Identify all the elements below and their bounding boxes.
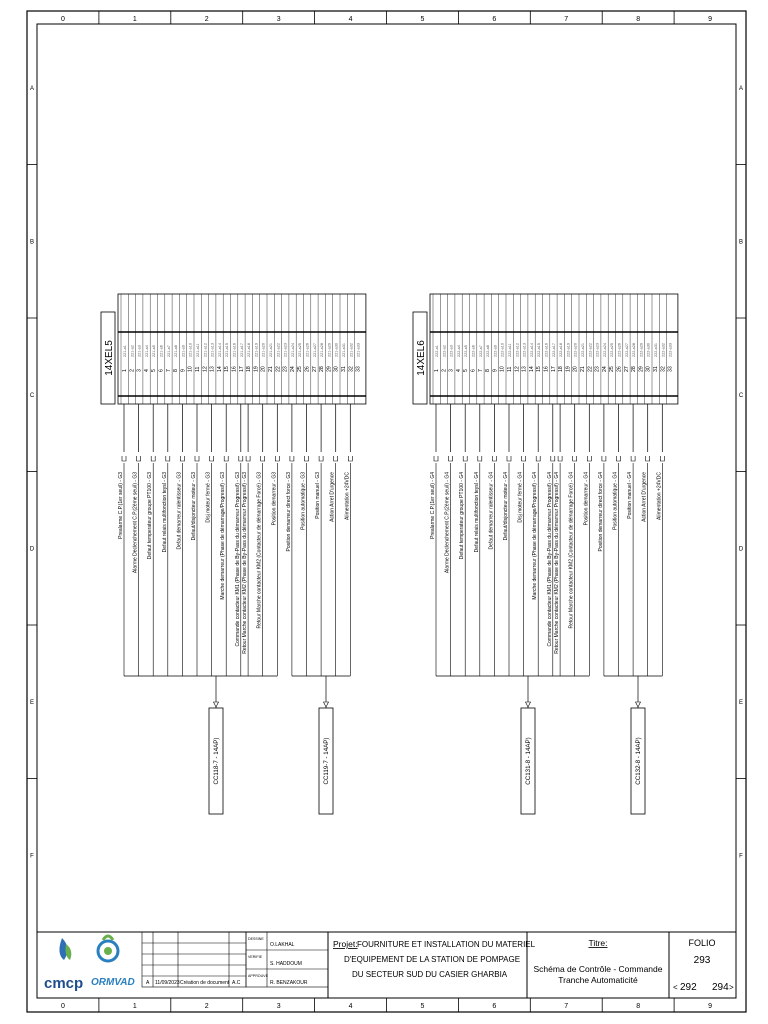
signal-label: Retour Marche contacteur KM2 (Contacteur de démarrage Forcé) - G4 (568, 472, 575, 629)
column-label-bottom: 1 (132, 1003, 137, 1010)
terminal-number: 8 (485, 369, 492, 372)
terminal-number: 24 (601, 366, 608, 372)
terminal-number: 3 (448, 369, 455, 372)
connector-icon (305, 456, 309, 461)
terminal-number: 13 (521, 366, 528, 372)
signal-label: Commande contacteur KM1 (Phase de By-Pass du démarreur Progressif) - G4 (546, 472, 553, 647)
signature-role-drawn: DESSINE (248, 937, 264, 941)
column-label-top: 2 (204, 16, 209, 23)
next-page-arrow-icon[interactable]: > (729, 983, 734, 992)
column-label-bottom: 9 (708, 1003, 713, 1010)
terminal-number: 1 (122, 369, 128, 372)
cable-arrow-icon (214, 702, 219, 707)
terminal-number: 22 (587, 366, 594, 372)
connector-icon (261, 456, 265, 461)
terminal-wire-label: 222-a13 (522, 343, 527, 357)
connector-icon (478, 456, 482, 461)
cable-reference: CC118-7 - 14AP) (213, 737, 221, 785)
terminal-wire-label: 222-a4 (456, 345, 461, 357)
cable-reference: CC132-8 - 14AP) (635, 737, 643, 785)
terminal-number: 16 (231, 366, 238, 372)
terminal-number: 5 (151, 369, 158, 372)
signal-label: Defaut/disjoncteur moteur - G4 (503, 472, 509, 541)
connector-icon (224, 456, 228, 461)
terminal-number: 4 (143, 369, 150, 372)
signal-label: Position demarreur direct force - G3 (285, 472, 292, 552)
connector-icon (492, 456, 496, 461)
terminal-number: 11 (195, 366, 201, 372)
terminal-number: 16 (543, 366, 550, 372)
terminal-number: 3 (136, 369, 143, 372)
project-line-1: FOURNITURE ET INSTALLATION DU MATERIEL (357, 940, 536, 949)
terminal-wire-label: 221-a2 (130, 345, 135, 357)
column-label-top: 7 (564, 16, 569, 23)
terminal-wire-label: 221-a3 (137, 345, 142, 357)
column-label-top: 5 (420, 16, 425, 23)
terminal-wire-label: 221-a20 (261, 343, 266, 357)
signal-label: Alimentation +24VDC (656, 472, 663, 520)
terminal-number: 6 (470, 369, 477, 372)
terminal-wire-label: 221-a13 (210, 343, 215, 357)
signal-label: Defaut temperateur groupe PT100 - G3 (147, 472, 154, 560)
row-label-left: B (29, 239, 35, 246)
previous-page-number[interactable]: 292 (680, 982, 697, 993)
terminal-wire-label: 221-a19 (254, 343, 259, 357)
connector-icon (522, 456, 526, 461)
connector-icon (319, 456, 323, 461)
terminal-number: 20 (572, 366, 579, 372)
connector-icon (348, 456, 352, 461)
connector-icon (558, 456, 562, 461)
project-line-2: D'EQUIPEMENT DE LA STATION DE POMPAGE (344, 955, 521, 964)
terminal-number: 8 (173, 369, 180, 372)
signal-label: Prealarme C.P.(1er seuil) - G4 (430, 472, 436, 539)
signal-label: Prealarme C.P.(1er seuil) - G3 (118, 472, 124, 539)
row-label-right: A (738, 85, 744, 92)
terminal-number: 9 (492, 369, 499, 372)
terminal-wire-label: 221-a21 (269, 343, 273, 357)
revision-author: A.C (232, 980, 241, 986)
terminal-number: 28 (631, 366, 638, 372)
column-label-bottom: 2 (204, 1003, 209, 1010)
terminal-number: 30 (645, 366, 652, 372)
connector-icon (646, 456, 650, 461)
terminal-wire-label: 222-a33 (668, 343, 673, 357)
signal-label: Position demarreur direct force - G4 (597, 472, 604, 552)
terminal-wire-label: 222-a2 (442, 345, 447, 357)
terminal-number: 5 (463, 369, 470, 372)
terminal-number: 32 (348, 366, 355, 372)
terminal-wire-label: 221-a33 (356, 343, 361, 357)
terminal-wire-label: 221-a32 (349, 343, 354, 357)
folio-label: FOLIO (688, 938, 716, 948)
terminal-wire-label: 222-a32 (661, 343, 666, 357)
terminal-wire-label: 222-a28 (632, 343, 637, 357)
terminal-number: 18 (246, 366, 253, 372)
terminal-wire-label: 221-a18 (247, 343, 252, 357)
terminal-wire-label: 221-a6 (159, 345, 164, 357)
column-label-bottom: 7 (564, 1003, 569, 1010)
connector-icon (195, 456, 199, 461)
terminal-wire-label: 222-a16 (544, 343, 549, 357)
terminal-wire-label: 221-a31 (342, 343, 346, 357)
folio-number: 293 (693, 955, 711, 966)
terminal-wire-label: 221-a10 (188, 343, 193, 357)
signal-label: Defaut relais multifonction teysl - G3 (161, 472, 168, 553)
signal-label: Position manuel - G4 (627, 472, 634, 519)
column-label-bottom: 3 (276, 1003, 281, 1010)
revision-date: 11/09/2023 (155, 980, 180, 986)
terminal-wire-label: 221-a17 (239, 343, 244, 357)
terminal-wire-label: 221-a22 (276, 343, 281, 357)
terminal-number: 23 (594, 366, 601, 372)
column-ruler-bottom (61, 998, 712, 1012)
terminal-number: 11 (507, 366, 513, 372)
connector-icon (507, 456, 511, 461)
signal-label: Retour Marche contacteur KM2 (Phase de By-Pass du démarreur Progressif) - G3 (242, 472, 249, 654)
terminal-wire-label: 221-a9 (181, 345, 186, 357)
row-label-right: E (738, 699, 744, 706)
terminal-number: 20 (260, 366, 267, 372)
row-label-left: E (29, 699, 35, 706)
terminal-number: 21 (580, 366, 586, 372)
connector-icon (122, 456, 126, 461)
terminal-number: 10 (187, 366, 194, 372)
row-label-right: C (738, 392, 744, 399)
signal-label: Defaut relais multifonction teysl - G4 (473, 472, 480, 553)
connector-icon (617, 456, 621, 461)
column-label-top: 6 (492, 16, 497, 23)
project-line-3: DU SECTEUR SUD DU CASIER GHARBIA (352, 970, 508, 979)
terminal-number: 31 (653, 366, 659, 372)
row-label-left: F (30, 853, 34, 860)
row-ruler-left (27, 86, 37, 860)
connector-icon (463, 456, 467, 461)
terminal-number: 29 (638, 366, 645, 372)
terminal-number: 1 (434, 369, 440, 372)
strip-name: 14XEL5 (104, 340, 115, 376)
terminal-wire-label: 222-a14 (529, 343, 534, 357)
row-label-right: D (738, 546, 744, 553)
signature-role-checked: VERIFIE (248, 955, 262, 959)
terminal-number: 22 (275, 366, 282, 372)
terminal-number: 32 (660, 366, 667, 372)
connector-icon (587, 456, 591, 461)
terminal-number: 19 (253, 366, 260, 372)
terminal-wire-label: 221-a14 (217, 343, 222, 357)
connector-icon (275, 456, 279, 461)
connector-icon (449, 456, 453, 461)
terminal-wire-label: 222-a31 (654, 343, 658, 357)
signal-label: Defaut/disjoncteur moteur - G3 (191, 472, 197, 541)
next-page-number[interactable]: 294 (712, 982, 729, 993)
terminal-number: 33 (355, 366, 362, 372)
terminal-number: 2 (441, 369, 448, 372)
terminal-wire-label: 222-a12 (515, 343, 520, 357)
signature-name-drawn: O.LAKHAL (270, 942, 295, 948)
terminal-wire-label: 222-a3 (449, 345, 454, 357)
terminal-wire-label: 222-a5 (464, 345, 469, 357)
cmcp-logo-text: cmcp (44, 975, 84, 992)
signal-label: Alarme Declenchement C.P.(2ème seuil) - G3 (132, 472, 139, 574)
column-label-bottom: 0 (60, 1003, 65, 1010)
connector-icon (434, 456, 438, 461)
signal-label: Position automatique - G4 (612, 472, 619, 530)
signal-label: Retour Marche contacteur KM2 (Contacteur de démarrage Forcé) - G3 (256, 472, 263, 629)
terminal-wire-label: 221-a11 (196, 343, 200, 357)
signal-label: Marche demarreur (Phase de démarrage/Progressif) - G3 (220, 472, 227, 600)
terminal-wire-label: 222-a29 (639, 343, 644, 357)
column-label-top: 9 (708, 16, 713, 23)
signal-label: Position demarreur - G3 (271, 472, 278, 526)
terminal-number: 10 (499, 366, 506, 372)
terminal-number: 26 (304, 366, 311, 372)
terminal-number: 19 (565, 366, 572, 372)
terminal-wire-label: 222-a22 (588, 343, 593, 357)
signal-label: Alimentation +24VDC (344, 472, 351, 520)
cable-arrow-icon (324, 702, 329, 707)
terminal-wire-label: 222-a10 (500, 343, 505, 357)
terminal-number: 12 (202, 366, 209, 372)
terminal-wire-label: 222-a20 (573, 343, 578, 357)
terminal-number: 26 (616, 366, 623, 372)
terminal-wire-label: 221-a8 (174, 345, 179, 357)
terminal-number: 25 (297, 366, 304, 372)
revision-description: Création de document (180, 980, 230, 986)
connector-icon (602, 456, 606, 461)
terminal-number: 14 (216, 366, 223, 372)
terminal-wire-label: 221-a28 (320, 343, 325, 357)
terminal-wire-label: 222-a27 (624, 343, 629, 357)
connector-icon (210, 456, 214, 461)
column-label-bottom: 6 (492, 1003, 497, 1010)
signal-label: Commande contacteur KM1 (Phase de By-Pass du démarreur Progressif) - G3 (234, 472, 241, 647)
connector-icon (246, 456, 250, 461)
signal-label: Position automatique - G3 (300, 472, 307, 530)
terminal-number: 12 (514, 366, 521, 372)
terminal-wire-label: 221-a16 (232, 343, 237, 357)
terminal-wire-label: 221-a27 (312, 343, 317, 357)
column-label-top: 3 (276, 16, 281, 23)
signal-label: Disj moteur fermé - G3 (205, 472, 212, 523)
terminal-wire-label: 221-a26 (305, 343, 310, 357)
terminal-wire-label: 222-a1 (435, 345, 439, 357)
title-label: Titre: (588, 938, 608, 948)
signal-label: Action Arret D'urgence (641, 472, 648, 522)
row-label-left: D (29, 546, 35, 553)
column-label-top: 1 (132, 16, 137, 23)
terminal-wire-label: 221-a29 (327, 343, 332, 357)
cable-arrow-icon (636, 702, 641, 707)
signature-name-checked: S. HADDOUM (270, 961, 302, 967)
terminal-number: 14 (528, 366, 535, 372)
terminal-wire-label: 221-a1 (123, 345, 127, 357)
terminal-number: 24 (289, 366, 296, 372)
column-ruler-top (61, 11, 712, 24)
terminal-wire-label: 221-a25 (298, 343, 303, 357)
cable-reference: CC131-8 - 14AP) (525, 737, 533, 785)
connector-icon (334, 456, 338, 461)
terminal-number: 27 (623, 366, 630, 372)
terminal-number: 7 (165, 369, 172, 372)
row-label-right: F (739, 853, 743, 860)
terminal-number: 13 (209, 366, 216, 372)
title-line-1: Schéma de Contrôle - Commande (533, 964, 663, 974)
column-label-bottom: 5 (420, 1003, 425, 1010)
signal-label: Position manuel - G3 (315, 472, 322, 519)
signal-label: Action Arret D'urgence (329, 472, 336, 522)
terminal-strip-14xel5 (101, 294, 366, 814)
row-label-left: C (29, 392, 35, 399)
terminal-wire-label: 222-a26 (617, 343, 622, 357)
row-label-right: B (738, 239, 744, 246)
terminal-wire-label: 221-a30 (334, 343, 339, 357)
signal-label: Alarme Declenchement C.P.(2ème seuil) - G4 (444, 472, 451, 574)
terminal-wire-label: 221-a15 (225, 343, 230, 357)
signal-label: Disj moteur fermé - G4 (517, 472, 524, 523)
ormvad-logo-text: ORMVAD (91, 977, 135, 988)
terminal-wire-label: 222-a21 (581, 343, 585, 357)
terminal-number: 31 (341, 366, 347, 372)
terminal-number: 25 (609, 366, 616, 372)
terminal-wire-label: 221-a5 (152, 345, 157, 357)
signal-label: Position demarreur - G4 (583, 472, 590, 526)
connector-icon (551, 456, 555, 461)
terminal-wire-label: 221-a4 (144, 345, 149, 357)
cable-reference: CC119-7 - 14AP) (323, 737, 331, 785)
previous-page-arrow-icon[interactable]: < (673, 983, 678, 992)
signature-role-approved: APPROUVE (248, 974, 268, 978)
signal-label: Marche demarreur (Phase de démarrage/Progressif) - G4 (532, 472, 539, 600)
strip-name: 14XEL6 (416, 340, 427, 376)
column-label-top: 8 (636, 16, 641, 23)
row-label-left: A (29, 85, 35, 92)
terminal-number: 6 (158, 369, 165, 372)
terminal-number: 2 (129, 369, 136, 372)
column-label-bottom: 8 (636, 1003, 641, 1010)
terminal-wire-label: 222-a15 (537, 343, 542, 357)
connector-icon (573, 456, 577, 461)
connector-icon (180, 456, 184, 461)
connector-icon (137, 456, 141, 461)
terminal-number: 33 (667, 366, 674, 372)
terminal-wire-label: 221-a24 (290, 343, 295, 357)
terminal-number: 27 (311, 366, 318, 372)
terminal-wire-label: 222-a24 (602, 343, 607, 357)
connector-icon (536, 456, 540, 461)
signal-label: Defaut demarreur ralentisseur - G3 (176, 472, 183, 550)
connector-icon (151, 456, 155, 461)
connector-icon (660, 456, 664, 461)
terminal-number: 30 (333, 366, 340, 372)
terminal-number: 17 (550, 366, 557, 372)
signal-label: Defaut demarreur ralentisseur - G4 (488, 472, 495, 550)
terminal-number: 29 (326, 366, 333, 372)
signal-label: Retour Marche contacteur KM2 (Phase de By-Pass du démarreur Progressif) - G4 (554, 472, 561, 654)
terminal-wire-label: 221-a23 (283, 343, 288, 357)
signal-label: Defaut temperateur groupe PT100 - G4 (459, 472, 466, 560)
terminal-number: 7 (477, 369, 484, 372)
cable-arrow-icon (526, 702, 531, 707)
project-label: Projet: (333, 939, 358, 949)
terminal-wire-label: 222-a25 (610, 343, 615, 357)
terminal-wire-label: 222-a23 (595, 343, 600, 357)
terminal-number: 4 (455, 369, 462, 372)
terminal-number: 15 (536, 366, 543, 372)
terminal-wire-label: 222-a8 (486, 345, 491, 357)
column-label-bottom: 4 (348, 1003, 353, 1010)
terminal-number: 17 (238, 366, 245, 372)
terminal-number: 18 (558, 366, 565, 372)
terminal-number: 21 (268, 366, 274, 372)
terminal-wire-label: 221-a7 (166, 345, 171, 357)
terminal-number: 15 (224, 366, 231, 372)
terminal-wire-label: 222-a7 (478, 345, 483, 357)
terminal-wire-label: 222-a11 (508, 343, 512, 357)
terminal-wire-label: 222-a9 (493, 345, 498, 357)
terminal-strips (101, 294, 678, 814)
row-ruler-right (736, 86, 746, 860)
terminal-wire-label: 221-a12 (203, 343, 208, 357)
terminal-wire-label: 222-a17 (551, 343, 556, 357)
connector-icon (239, 456, 243, 461)
terminal-number: 9 (180, 369, 187, 372)
terminal-strip-14xel6 (413, 294, 678, 814)
column-label-top: 0 (60, 16, 65, 23)
terminal-number: 28 (319, 366, 326, 372)
column-label-top: 4 (348, 16, 353, 23)
title-block (37, 932, 736, 998)
terminal-number: 23 (282, 366, 289, 372)
terminal-wire-label: 222-a18 (559, 343, 564, 357)
connector-icon (631, 456, 635, 461)
signature-name-approved: R. BENZAKOUR (270, 980, 308, 986)
terminal-wire-label: 222-a19 (566, 343, 571, 357)
connector-icon (166, 456, 170, 461)
terminal-wire-label: 222-a30 (646, 343, 651, 357)
revision-index: A (146, 980, 150, 986)
connector-icon (290, 456, 294, 461)
title-line-2: Tranche Automaticité (558, 975, 638, 985)
terminal-wire-label: 222-a6 (471, 345, 476, 357)
